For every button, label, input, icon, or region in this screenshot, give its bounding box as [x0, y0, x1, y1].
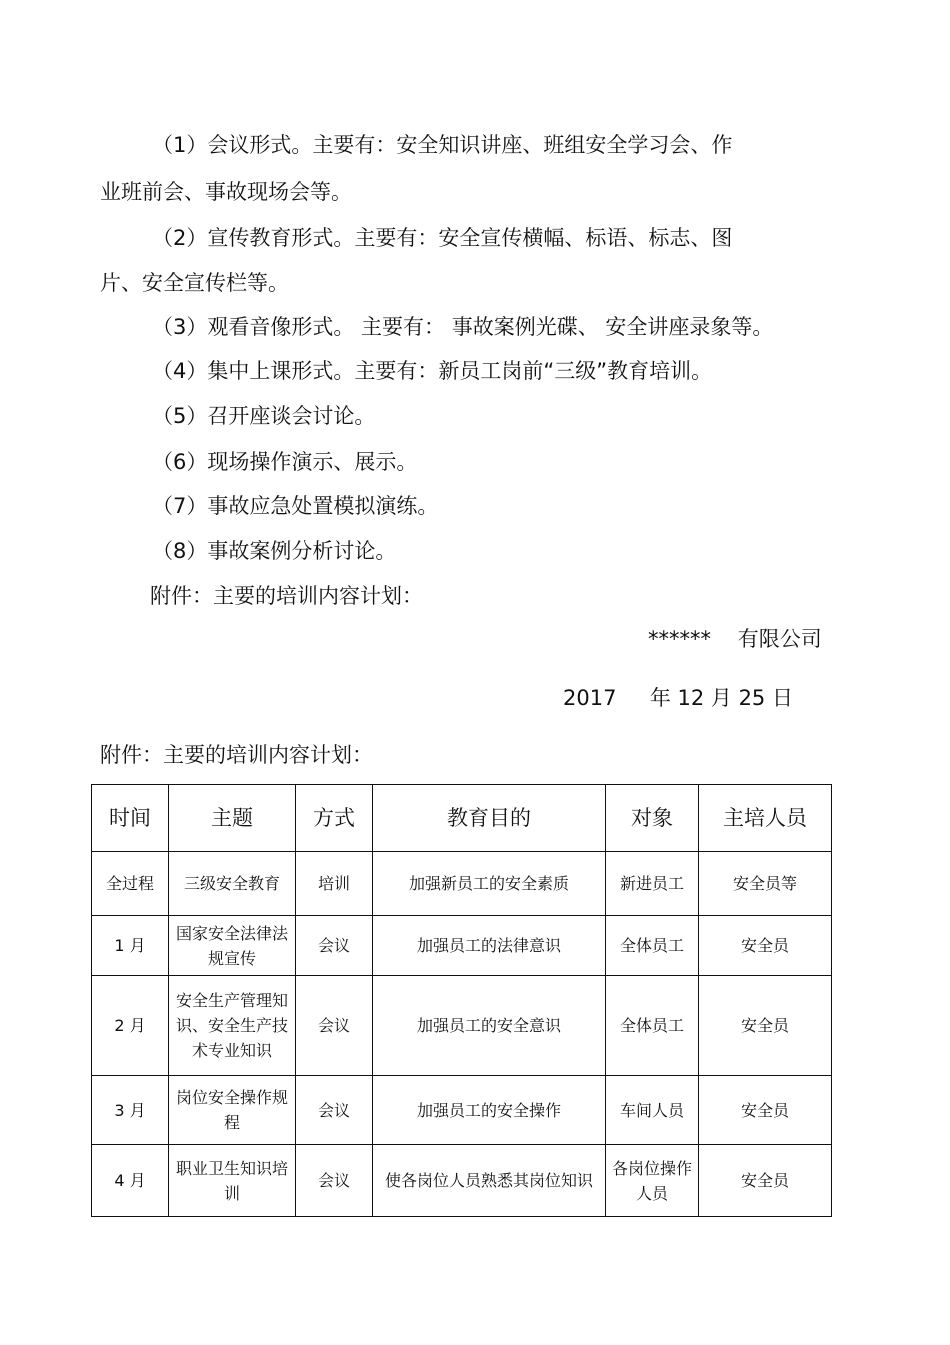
cell-trainer: 安全员	[699, 1076, 832, 1145]
cell-trainer: 安全员	[699, 916, 832, 976]
cell-purpose: 加强员工的法律意识	[373, 916, 606, 976]
paragraph-1-line-2: 业班前会、事故现场会等。	[100, 180, 352, 204]
company-signature: ****** 有限公司	[648, 627, 822, 651]
cell-audience: 全体员工	[606, 916, 699, 976]
paragraph-5: （5）召开座谈会讨论。	[152, 404, 376, 428]
table-row	[92, 1145, 832, 1217]
cell-trainer: 安全员等	[699, 852, 832, 916]
cell-topic: 安全生产管理知识、安全生产技术专业知识	[169, 976, 296, 1076]
cell-topic: 岗位安全操作规程	[169, 1076, 296, 1145]
cell-audience: 新进员工	[606, 852, 699, 916]
header-audience: 对象	[606, 785, 699, 852]
header-purpose: 教育目的	[373, 785, 606, 852]
cell-time: 3 月	[92, 1076, 169, 1145]
header-method: 方式	[296, 785, 373, 852]
paragraph-4: （4）集中上课形式。主要有：新员工岗前“三级”教育培训。	[152, 359, 713, 383]
paragraph-3: （3）观看音像形式。 主要有： 事故案例光碟、 安全讲座录象等。	[152, 315, 774, 339]
cell-time: 2 月	[92, 976, 169, 1076]
cell-topic: 国家安全法律法规宣传	[169, 916, 296, 976]
table-row	[92, 916, 832, 976]
cell-topic: 三级安全教育	[169, 852, 296, 916]
paragraph-6: （6）现场操作演示、展示。	[152, 450, 418, 474]
cell-time: 1 月	[92, 916, 169, 976]
cell-time: 全过程	[92, 852, 169, 916]
cell-method: 会议	[296, 1076, 373, 1145]
header-topic: 主题	[169, 785, 296, 852]
table-row	[92, 976, 832, 1076]
cell-purpose: 加强新员工的安全素质	[373, 852, 606, 916]
training-plan-table	[91, 784, 832, 1217]
paragraph-2-line-2: 片、安全宣传栏等。	[100, 271, 289, 295]
cell-method: 会议	[296, 976, 373, 1076]
cell-audience: 各岗位操作人员	[606, 1145, 699, 1217]
paragraph-2-line-1: （2）宣传教育形式。主要有：安全宣传横幅、标语、标志、图	[152, 226, 733, 250]
cell-trainer: 安全员	[699, 1145, 832, 1217]
cell-audience: 车间人员	[606, 1076, 699, 1145]
cell-topic: 职业卫生知识培训	[169, 1145, 296, 1217]
cell-method: 会议	[296, 1145, 373, 1217]
cell-purpose: 使各岗位人员熟悉其岗位知识	[373, 1145, 606, 1217]
cell-purpose: 加强员工的安全意识	[373, 976, 606, 1076]
cell-audience: 全体员工	[606, 976, 699, 1076]
table-header-row	[92, 785, 832, 852]
table-row	[92, 1076, 832, 1145]
table-row	[92, 852, 832, 916]
header-trainer: 主培人员	[699, 785, 832, 852]
cell-trainer: 安全员	[699, 976, 832, 1076]
cell-time: 4 月	[92, 1145, 169, 1217]
attachment-heading: 附件：主要的培训内容计划：	[100, 743, 373, 767]
cell-method: 会议	[296, 916, 373, 976]
header-time: 时间	[92, 785, 169, 852]
cell-method: 培训	[296, 852, 373, 916]
cell-purpose: 加强员工的安全操作	[373, 1076, 606, 1145]
signature-date: 2017 年 12 月 25 日	[563, 686, 793, 710]
paragraph-8: （8）事故案例分析讨论。	[152, 539, 397, 563]
paragraph-1-line-1: （1）会议形式。主要有：安全知识讲座、班组安全学习会、作	[152, 133, 733, 157]
paragraph-7: （7）事故应急处置模拟演练。	[152, 494, 439, 518]
attachment-note: 附件：主要的培训内容计划：	[150, 584, 423, 608]
